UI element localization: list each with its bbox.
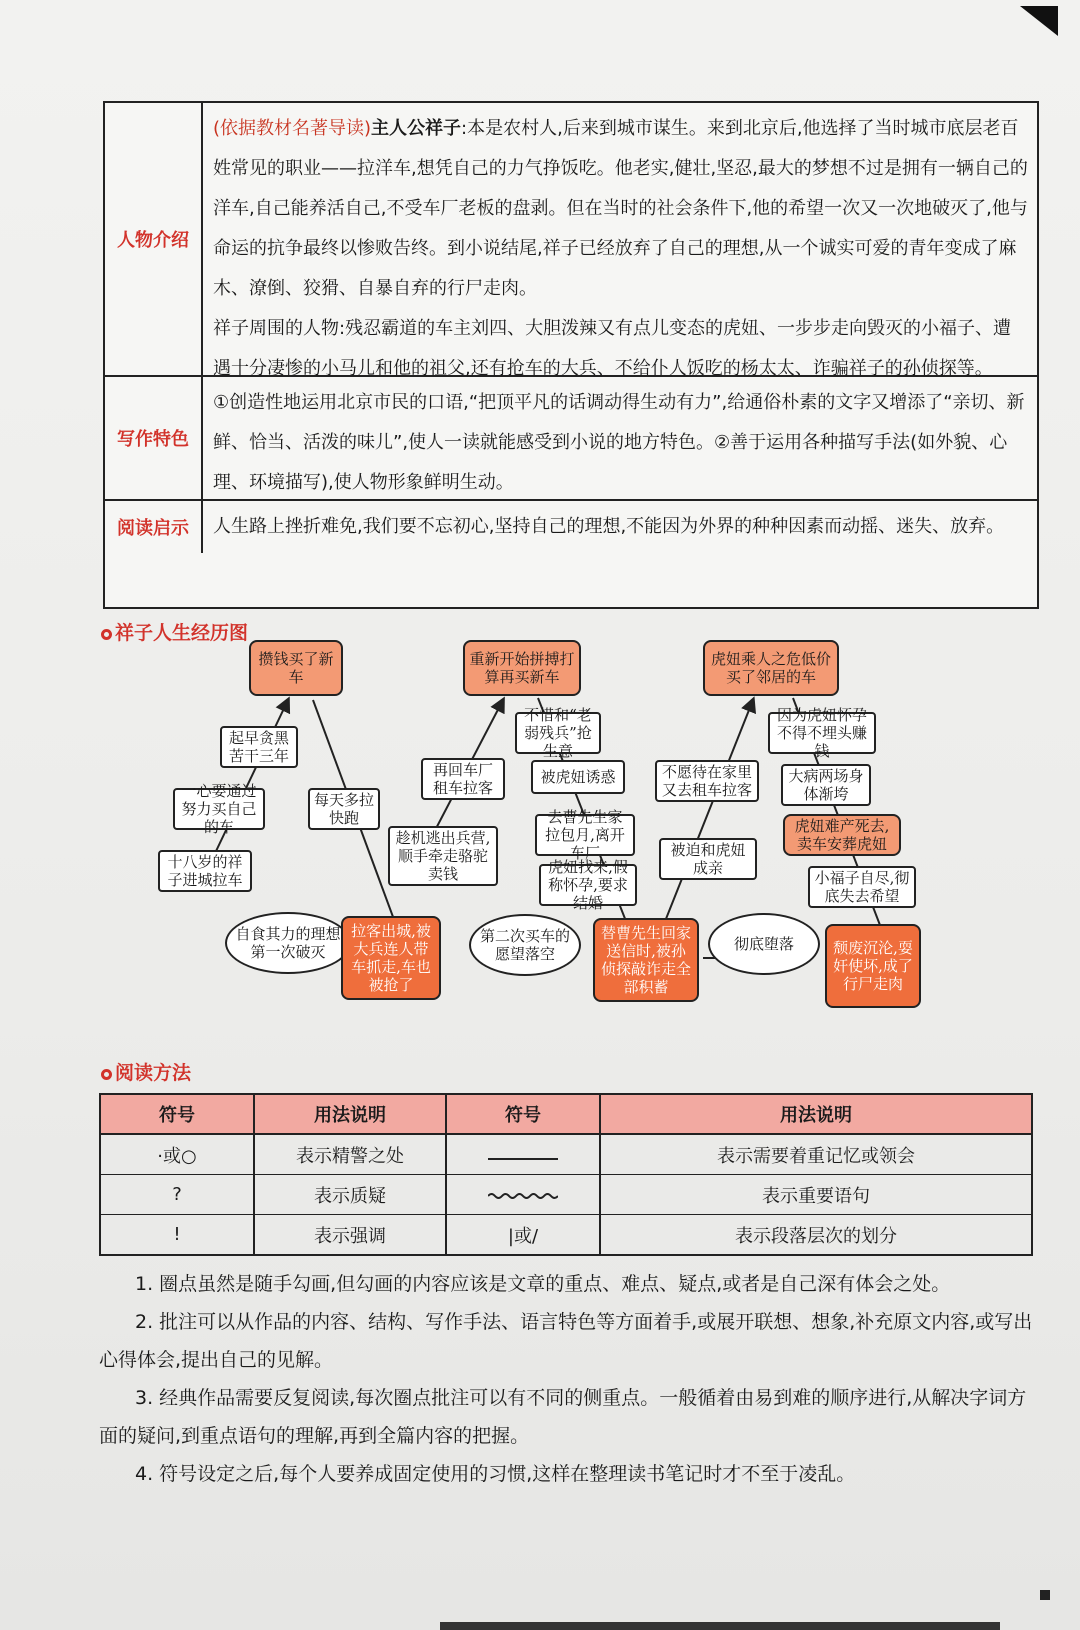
symbol-cell: |或/: [446, 1215, 600, 1256]
content-reading: 人生路上挫折难免,我们要不忘初心,坚持自己的理想,不能因为外界的种种因素而动摇、迷失、放弃。: [213, 516, 1005, 537]
row-reading: [105, 501, 1037, 553]
table-row: [100, 1215, 1032, 1256]
node-n10: 重新开始拼搏打算再买新车: [463, 640, 581, 696]
node-n22: 虎妞难产死去,卖车安葬虎妞: [783, 814, 901, 856]
symbol-table-header: [100, 1094, 1032, 1134]
content-character: [203, 103, 1037, 379]
header-usage-2: 用法说明: [600, 1094, 1032, 1134]
method-notes: [99, 1265, 1037, 1493]
node-n16: 替曹先生回家送信时,被孙侦探敲诈走全部积蓄: [593, 918, 699, 1002]
node-n8: 趁机逃出兵营,顺手牵走骆驼卖钱: [388, 826, 498, 886]
node-n15: 第二次买车的愿望落空: [469, 914, 581, 976]
circle-bullet-icon: [101, 629, 112, 640]
node-n4: 十八岁的祥子进城拉车: [158, 850, 252, 892]
node-n11: 不惜和“老弱残兵”抢生意: [515, 712, 601, 754]
bottom-strip: [440, 1622, 1000, 1630]
corner-mark: [1020, 6, 1058, 36]
methods-title: [101, 1058, 191, 1085]
node-n14: 虎妞找来,假称怀孕,要求结婚: [539, 864, 637, 906]
note-item: 1. 圈点虽然是随手勾画,但勾画的内容应该是文章的重点、难点、疑点,或者是自己深有体会之处。: [135, 1273, 951, 1295]
node-n2: 起早贪黑苦干三年: [220, 726, 298, 768]
row-character: [105, 103, 1037, 377]
node-n13: 去曹先生家拉包月,离开车厂: [535, 814, 635, 856]
label-reading: 阅读启示: [105, 501, 203, 553]
symbol-cell: ?: [100, 1175, 254, 1215]
node-n6: 自食其力的理想第一次破灭: [225, 912, 351, 974]
symbol-cell: !: [100, 1215, 254, 1256]
usage-cell: 表示需要着重记忆或领会: [600, 1134, 1032, 1175]
node-n1: 攒钱买了新车: [249, 640, 343, 696]
usage-cell: 表示质疑: [254, 1175, 446, 1215]
symbol-table: [99, 1093, 1033, 1256]
node-n23: 小福子自尽,彻底失去希望: [808, 866, 916, 908]
table-row: [100, 1134, 1032, 1175]
usage-cell: 表示强调: [254, 1215, 446, 1256]
usage-cell: 表示精警之处: [254, 1134, 446, 1175]
life-diagram: [103, 648, 1035, 1048]
node-n20: 因为虎妞怀孕不得不埋头赚钱: [768, 712, 876, 754]
wave-symbol: [446, 1175, 600, 1215]
header-usage-1: 用法说明: [254, 1094, 446, 1134]
wavy-underline-icon: [488, 1192, 558, 1200]
node-n25: 颓废沉沦,耍奸使坏,成了行尸走肉: [825, 924, 921, 1008]
header-symbol-1: 符号: [100, 1094, 254, 1134]
protagonist-text: :本是农村人,后来到城市谋生。来到北京后,他选择了当时城市底层老百姓常见的职业——拉洋车,想凭自己的力气挣饭吃。他老实,健壮,坚忍,最大的梦想不过是拥有一辆自己的洋车,自己能养活自己,不受车厂老板的盘剥。但在当时的社会条件下,他的希望一次又一次地破灭了,他与命运的抗争最终以惨败告终。到小说结尾,祥子已经放弃了自己的理想,从一个诚实可爱的青年变成了麻木、潦倒、狡猾、自暴自弃的行尸走肉。: [213, 118, 1028, 299]
note-item: 2. 批注可以从作品的内容、结构、写作手法、语言特色等方面着手,或展开联想、想象,补充原文内容,或写出心得体会,提出自己的见解。: [99, 1311, 1033, 1371]
diagram-title-text: 祥子人生经历图: [115, 622, 249, 644]
usage-cell: 表示重要语句: [600, 1175, 1032, 1215]
side-characters: 祥子周围的人物:残忍霸道的车主刘四、大胆泼辣又有点儿变态的虎妞、一步步走向毁灭的小福子、遭遇十分凄惨的小马儿和他的祖父,还有抢车的大兵、不给仆人饭吃的杨太太、诈骗祥子的孙侦探等。: [213, 318, 1012, 379]
usage-cell: 表示段落层次的划分: [600, 1215, 1032, 1256]
diagram-title: [101, 618, 248, 645]
corner-dot: [1040, 1590, 1050, 1600]
node-n19: 虎妞乘人之危低价买了邻居的车: [703, 640, 839, 696]
node-n17: 被迫和虎妞成亲: [659, 838, 757, 880]
methods-title-text: 阅读方法: [115, 1062, 192, 1084]
underline-symbol: [446, 1134, 600, 1175]
node-n5: 每天多拉快跑: [308, 788, 380, 830]
label-writing: 写作特色: [105, 377, 203, 499]
intro-table: [103, 101, 1039, 609]
node-n9: 再回车厂租车拉客: [421, 758, 505, 800]
note-item: 4. 符号设定之后,每个人要养成固定使用的习惯,这样在整理读书笔记时才不至于凌乱。: [135, 1463, 856, 1485]
node-n7: 拉客出城,被大兵连人带车抓走,车也被抢了: [341, 916, 441, 1000]
content-writing: ①创造性地运用北京市民的口语,“把顶平凡的话调动得生动有力”,给通俗朴素的文字又增添了“亲切、新鲜、恰当、活泼的味儿”,使人一读就能感受到小说的地方特色。②善于运用各种描写手法(如外貌、心理、环境描写),使人物形象鲜明生动。: [213, 392, 1025, 493]
node-n21: 大病两场身体渐垮: [781, 764, 871, 806]
circle-bullet-icon: [101, 1069, 112, 1080]
node-n24: 彻底堕落: [708, 913, 820, 975]
note-item: 3. 经典作品需要反复阅读,每次圈点批注可以有不同的侧重点。一般循着由易到难的顺序进行,从解决字词方面的疑问,到重点语句的理解,再到全篇内容的把握。: [99, 1387, 1027, 1447]
source-note: (依据教材名著导读): [213, 118, 372, 139]
straight-underline-icon: [488, 1158, 558, 1160]
node-n18: 不愿待在家里又去租车拉客: [655, 760, 759, 802]
label-character: 人物介绍: [105, 103, 203, 375]
table-row: [100, 1175, 1032, 1215]
symbol-cell: ·或○: [100, 1134, 254, 1175]
node-n12: 被虎妞诱惑: [531, 760, 625, 794]
row-writing: [105, 377, 1037, 501]
node-n3: 一心要通过努力买自己的车: [173, 788, 265, 830]
header-symbol-2: 符号: [446, 1094, 600, 1134]
protagonist-lead: 主人公祥子: [371, 118, 462, 139]
